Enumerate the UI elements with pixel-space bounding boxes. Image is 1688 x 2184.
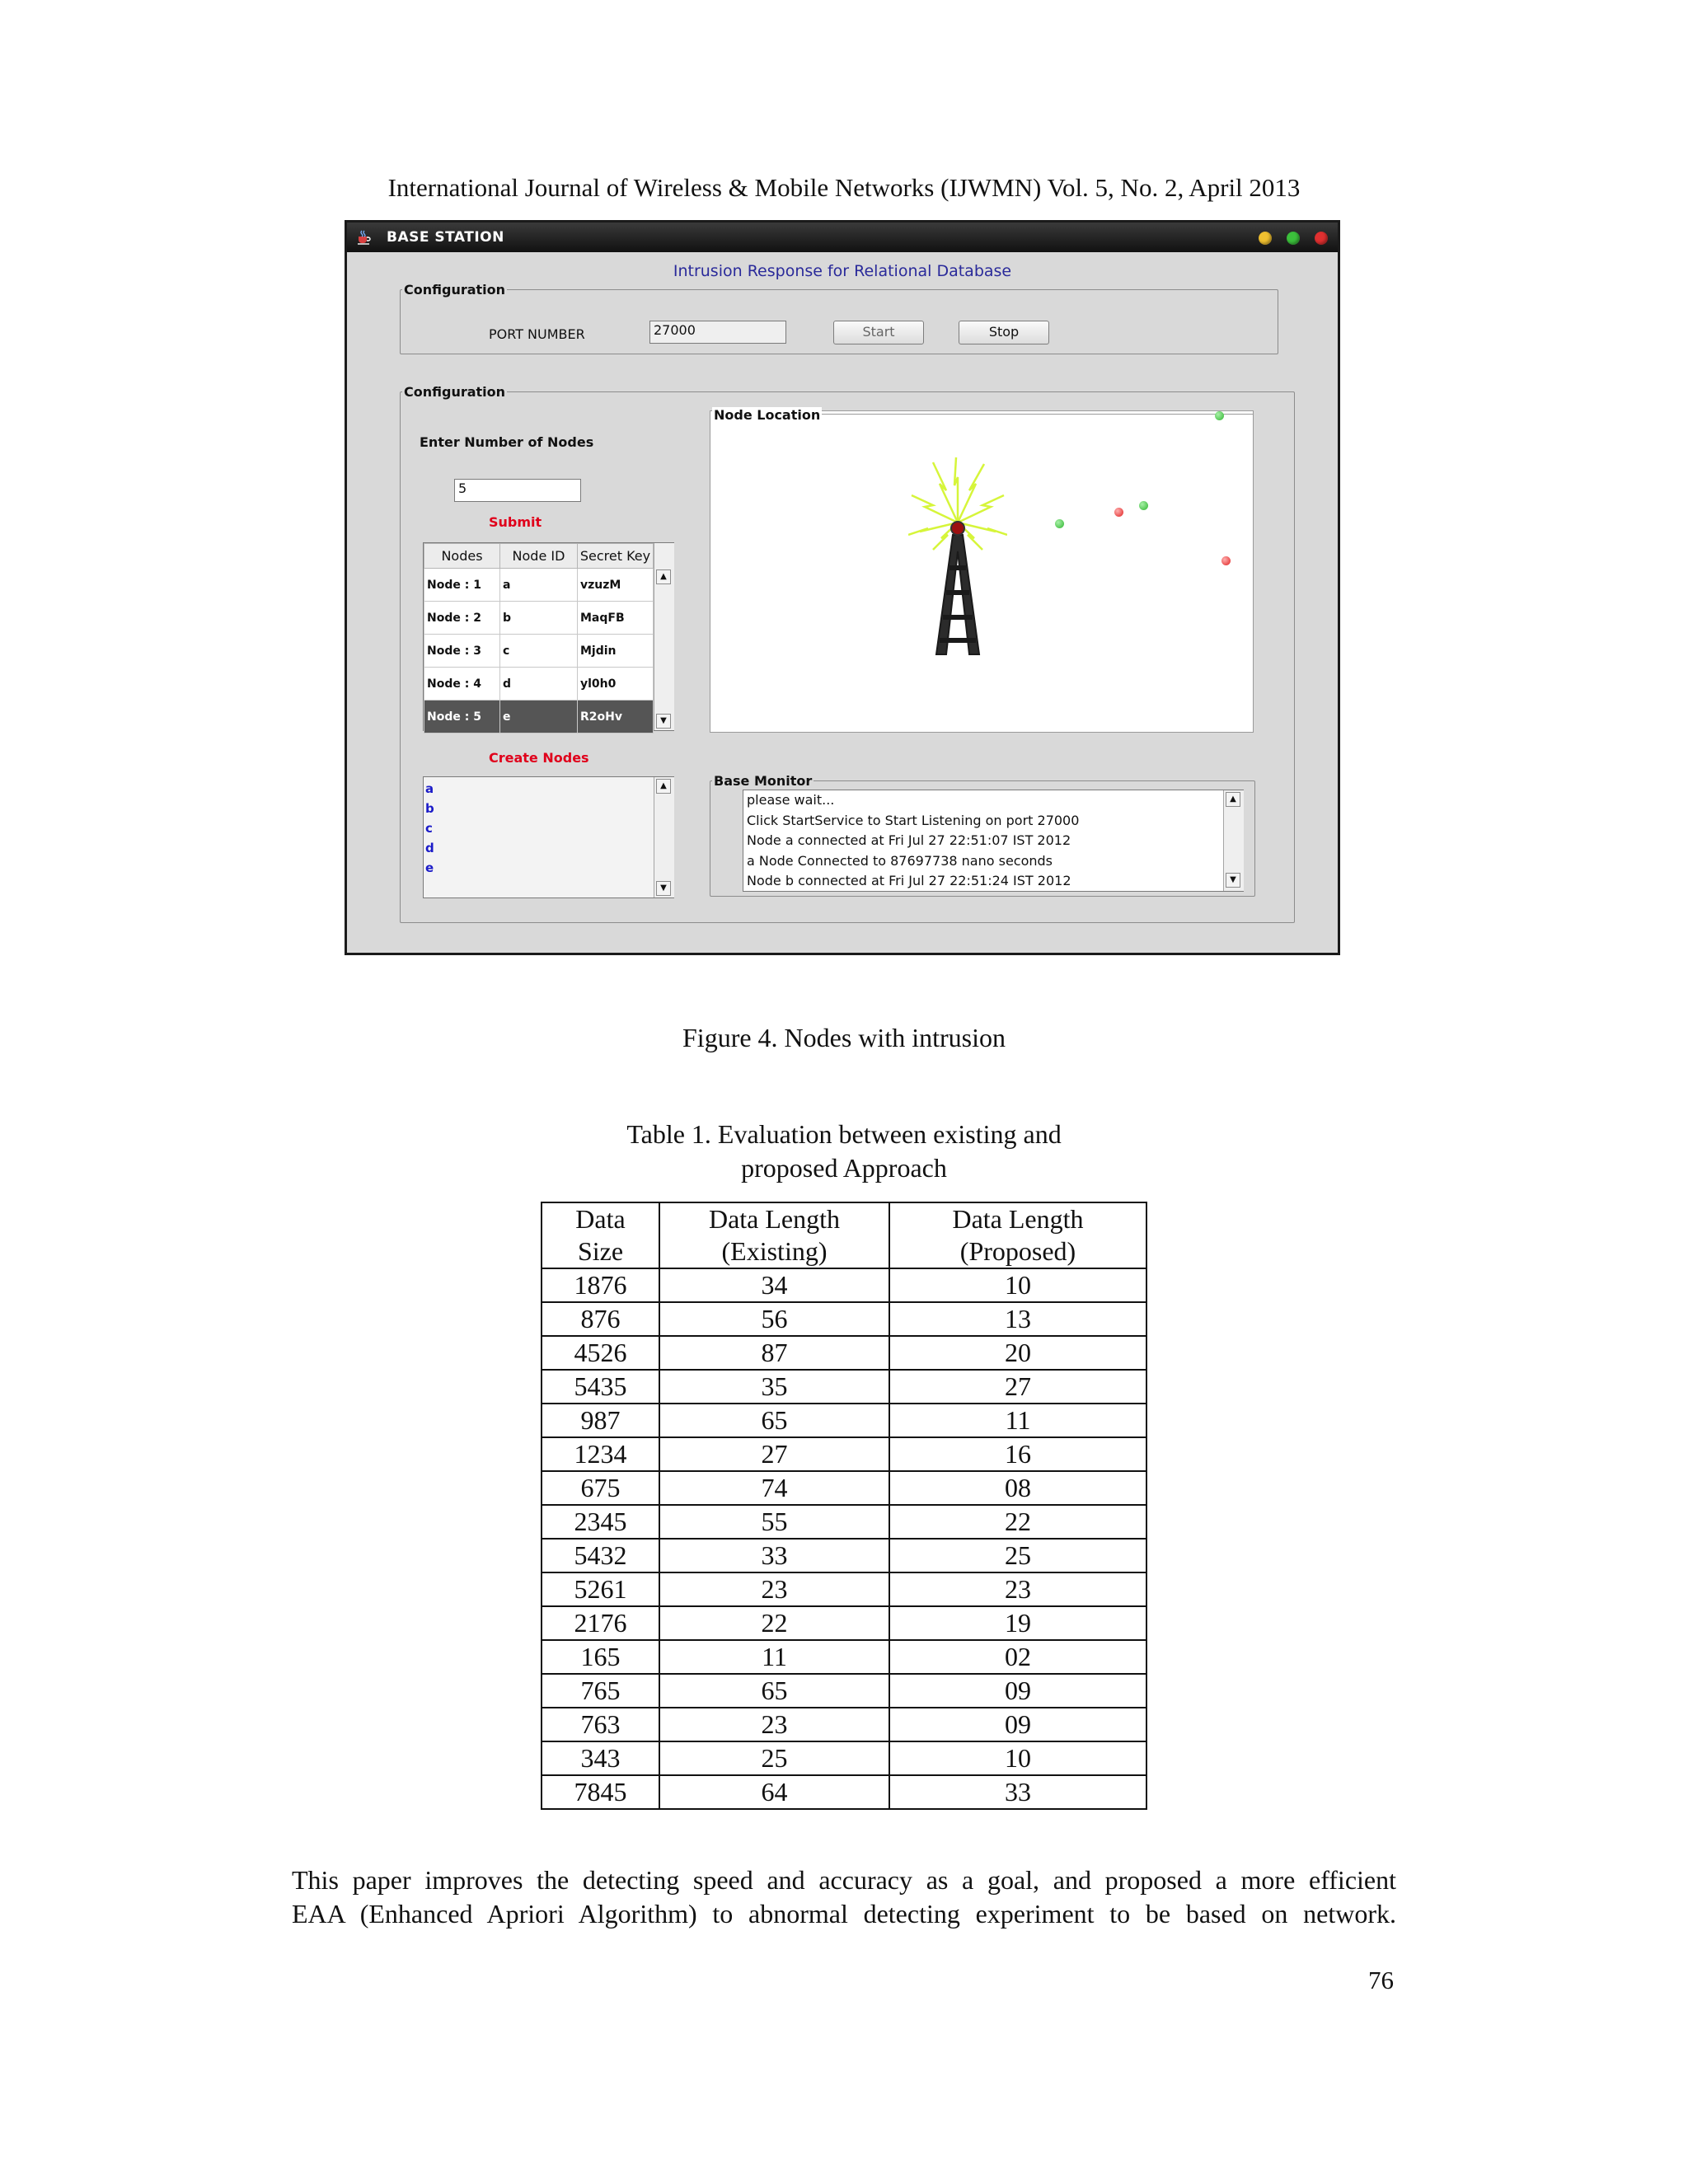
proposed-length-cell: 08: [889, 1471, 1146, 1505]
table-header-row: [542, 1202, 1146, 1268]
list-item[interactable]: b: [425, 801, 434, 816]
node-name-cell: Node : 1: [424, 569, 500, 602]
log-line: Click StartService to Start Listening on port 27000: [747, 812, 1080, 828]
list-item[interactable]: e: [425, 860, 434, 875]
column-header-existing: Data Length (Existing): [659, 1202, 889, 1268]
data-size-cell: 7845: [542, 1775, 659, 1809]
page-number: 76: [1368, 1966, 1394, 1994]
table-row-selected[interactable]: [424, 701, 654, 733]
data-size-cell: 987: [542, 1404, 659, 1437]
evaluation-table: [541, 1202, 1147, 1810]
nodes-table-scrollbar[interactable]: [654, 543, 674, 730]
existing-length-cell: 25: [659, 1741, 889, 1775]
scroll-up-icon[interactable]: ▲: [656, 779, 671, 794]
existing-length-cell: 64: [659, 1775, 889, 1809]
stop-button[interactable]: Stop: [959, 321, 1049, 344]
base-tower-icon: [908, 452, 1007, 667]
node-dot-green[interactable]: [1055, 519, 1064, 528]
node-id-cell: e: [500, 701, 578, 733]
node-id-cell: c: [500, 635, 578, 668]
existing-length-cell: 87: [659, 1336, 889, 1370]
proposed-length-cell: 11: [889, 1404, 1146, 1437]
secret-key-cell: Mjdin: [578, 635, 654, 668]
log-line: please wait...: [747, 792, 835, 808]
table-row: [542, 1606, 1146, 1640]
scroll-down-icon[interactable]: ▼: [656, 714, 671, 729]
log-line: a Node Connected to 87697738 nano seconds: [747, 852, 1053, 869]
port-number-label: PORT NUMBER: [489, 326, 585, 342]
secret-key-cell: MaqFB: [578, 602, 654, 635]
column-header-secret-key[interactable]: Secret Key: [578, 544, 654, 569]
column-header-nodes[interactable]: Nodes: [424, 544, 500, 569]
data-size-cell: 675: [542, 1471, 659, 1505]
base-station-window: [345, 220, 1340, 955]
table-title: [0, 1118, 1688, 1185]
table-row[interactable]: [424, 602, 654, 635]
existing-length-cell: 65: [659, 1674, 889, 1708]
figure-caption: Figure 4. Nodes with intrusion: [682, 1023, 1006, 1052]
existing-length-cell: 23: [659, 1708, 889, 1741]
proposed-length-cell: 09: [889, 1674, 1146, 1708]
java-cup-icon: [355, 229, 372, 246]
window-title: BASE STATION: [387, 229, 504, 246]
existing-length-cell: 27: [659, 1437, 889, 1471]
data-size-cell: 876: [542, 1302, 659, 1336]
table-row: [542, 1505, 1146, 1539]
existing-length-cell: 22: [659, 1606, 889, 1640]
secret-key-cell: R2oHv: [578, 701, 654, 733]
secret-key-cell: yl0h0: [578, 668, 654, 701]
tower-structure: [936, 535, 979, 654]
table-row[interactable]: [424, 635, 654, 668]
data-size-cell: 1876: [542, 1268, 659, 1302]
port-number-input[interactable]: 27000: [649, 321, 786, 344]
create-nodes-button[interactable]: Create Nodes: [489, 750, 589, 766]
scroll-down-icon[interactable]: ▼: [1226, 873, 1240, 888]
data-size-cell: 4526: [542, 1336, 659, 1370]
node-count-label: Enter Number of Nodes: [420, 434, 594, 450]
node-dot-red[interactable]: [1114, 508, 1123, 517]
node-id-cell: b: [500, 602, 578, 635]
existing-length-cell: 11: [659, 1640, 889, 1674]
node-name-cell: Node : 3: [424, 635, 500, 668]
proposed-length-cell: 23: [889, 1572, 1146, 1606]
node-list: [423, 776, 674, 898]
submit-button[interactable]: Submit: [489, 514, 542, 530]
node-id-cell: a: [500, 569, 578, 602]
table-row: [542, 1674, 1146, 1708]
table-title-line2: proposed Approach: [741, 1153, 947, 1183]
proposed-length-cell: 13: [889, 1302, 1146, 1336]
scroll-down-icon[interactable]: ▼: [656, 881, 671, 896]
tower-beacon: [951, 522, 964, 535]
existing-length-cell: 55: [659, 1505, 889, 1539]
data-size-cell: 763: [542, 1708, 659, 1741]
data-size-cell: 5261: [542, 1572, 659, 1606]
table-row: [542, 1572, 1146, 1606]
node-config-legend: Configuration: [404, 384, 506, 400]
log-line: Node b connected at Fri Jul 27 22:51:24 IST 2012: [747, 873, 1071, 888]
data-size-cell: 5432: [542, 1539, 659, 1572]
table-header-row: [424, 544, 654, 569]
node-dot-red[interactable]: [1221, 556, 1231, 565]
base-monitor-log[interactable]: [743, 790, 1244, 892]
column-header-data-size: Data Size: [542, 1202, 659, 1268]
list-item[interactable]: a: [425, 781, 434, 796]
table-row: [542, 1708, 1146, 1741]
body-paragraph: [292, 1863, 1396, 1931]
paragraph-line: This paper improves the detecting speed and accuracy as a goal, and proposed a more efficient: [292, 1865, 1396, 1895]
proposed-length-cell: 10: [889, 1741, 1146, 1775]
paragraph-line: EAA (Enhanced Apriori Algorithm) to abnormal detecting experiment to be based on network.: [292, 1899, 1396, 1929]
data-size-cell: 165: [542, 1640, 659, 1674]
node-dot-green[interactable]: [1215, 411, 1224, 420]
base-monitor-legend: Base Monitor: [714, 773, 813, 789]
node-location-panel: [710, 407, 1254, 733]
table-row: [542, 1437, 1146, 1471]
existing-length-cell: 34: [659, 1268, 889, 1302]
nodes-table: [423, 542, 674, 731]
table-row: [542, 1370, 1146, 1404]
list-item[interactable]: d: [425, 841, 434, 855]
existing-length-cell: 56: [659, 1302, 889, 1336]
data-size-cell: 5435: [542, 1370, 659, 1404]
table-row: [542, 1741, 1146, 1775]
title-bar[interactable]: [347, 223, 1338, 252]
app-title: Intrusion Response for Relational Database: [673, 262, 1012, 280]
journal-header: International Journal of Wireless & Mobile Networks (IJWMN) Vol. 5, No. 2, April 2013: [387, 173, 1301, 202]
minimize-icon[interactable]: [1259, 232, 1272, 245]
log-line: Node a connected at Fri Jul 27 22:51:07 IST 2012: [747, 832, 1071, 848]
node-name-cell: Node : 2: [424, 602, 500, 635]
table-row[interactable]: [424, 668, 654, 701]
base-monitor-scrollbar[interactable]: [1223, 790, 1244, 891]
table-title-line1: Table 1. Evaluation between existing and: [626, 1119, 1062, 1149]
data-size-cell: 343: [542, 1741, 659, 1775]
scroll-up-icon[interactable]: ▲: [1226, 792, 1240, 807]
data-size-cell: 765: [542, 1674, 659, 1708]
table-row: [542, 1775, 1146, 1809]
proposed-length-cell: 16: [889, 1437, 1146, 1471]
existing-length-cell: 74: [659, 1471, 889, 1505]
column-header-node-id[interactable]: Node ID: [500, 544, 578, 569]
proposed-length-cell: 25: [889, 1539, 1146, 1572]
table-row: [542, 1404, 1146, 1437]
proposed-length-cell: 02: [889, 1640, 1146, 1674]
table-row[interactable]: [424, 569, 654, 602]
existing-length-cell: 65: [659, 1404, 889, 1437]
node-name-cell: Node : 5: [424, 701, 500, 733]
table-row: [542, 1336, 1146, 1370]
proposed-length-cell: 19: [889, 1606, 1146, 1640]
node-location-legend: Node Location: [714, 407, 821, 423]
table-row: [542, 1640, 1146, 1674]
maximize-icon[interactable]: [1287, 232, 1300, 245]
node-list-scrollbar[interactable]: [654, 777, 674, 898]
proposed-length-cell: 09: [889, 1708, 1146, 1741]
existing-length-cell: 35: [659, 1370, 889, 1404]
node-count-input[interactable]: 5: [454, 479, 581, 502]
data-size-cell: 1234: [542, 1437, 659, 1471]
data-size-cell: 2345: [542, 1505, 659, 1539]
port-config-legend: Configuration: [404, 282, 506, 298]
table-row: [542, 1302, 1146, 1336]
existing-length-cell: 23: [659, 1572, 889, 1606]
proposed-length-cell: 20: [889, 1336, 1146, 1370]
data-size-cell: 2176: [542, 1606, 659, 1640]
node-dot-green[interactable]: [1139, 501, 1148, 510]
column-header-proposed: Data Length (Proposed): [889, 1202, 1146, 1268]
list-item[interactable]: c: [425, 821, 433, 836]
proposed-length-cell: 27: [889, 1370, 1146, 1404]
table-row: [542, 1471, 1146, 1505]
start-button[interactable]: Start: [833, 321, 924, 344]
close-icon[interactable]: [1315, 232, 1328, 245]
node-name-cell: Node : 4: [424, 668, 500, 701]
table-row: [542, 1539, 1146, 1572]
secret-key-cell: vzuzM: [578, 569, 654, 602]
node-id-cell: d: [500, 668, 578, 701]
scroll-up-icon[interactable]: ▲: [656, 569, 671, 584]
proposed-length-cell: 22: [889, 1505, 1146, 1539]
table-row: [542, 1268, 1146, 1302]
existing-length-cell: 33: [659, 1539, 889, 1572]
proposed-length-cell: 33: [889, 1775, 1146, 1809]
proposed-length-cell: 10: [889, 1268, 1146, 1302]
